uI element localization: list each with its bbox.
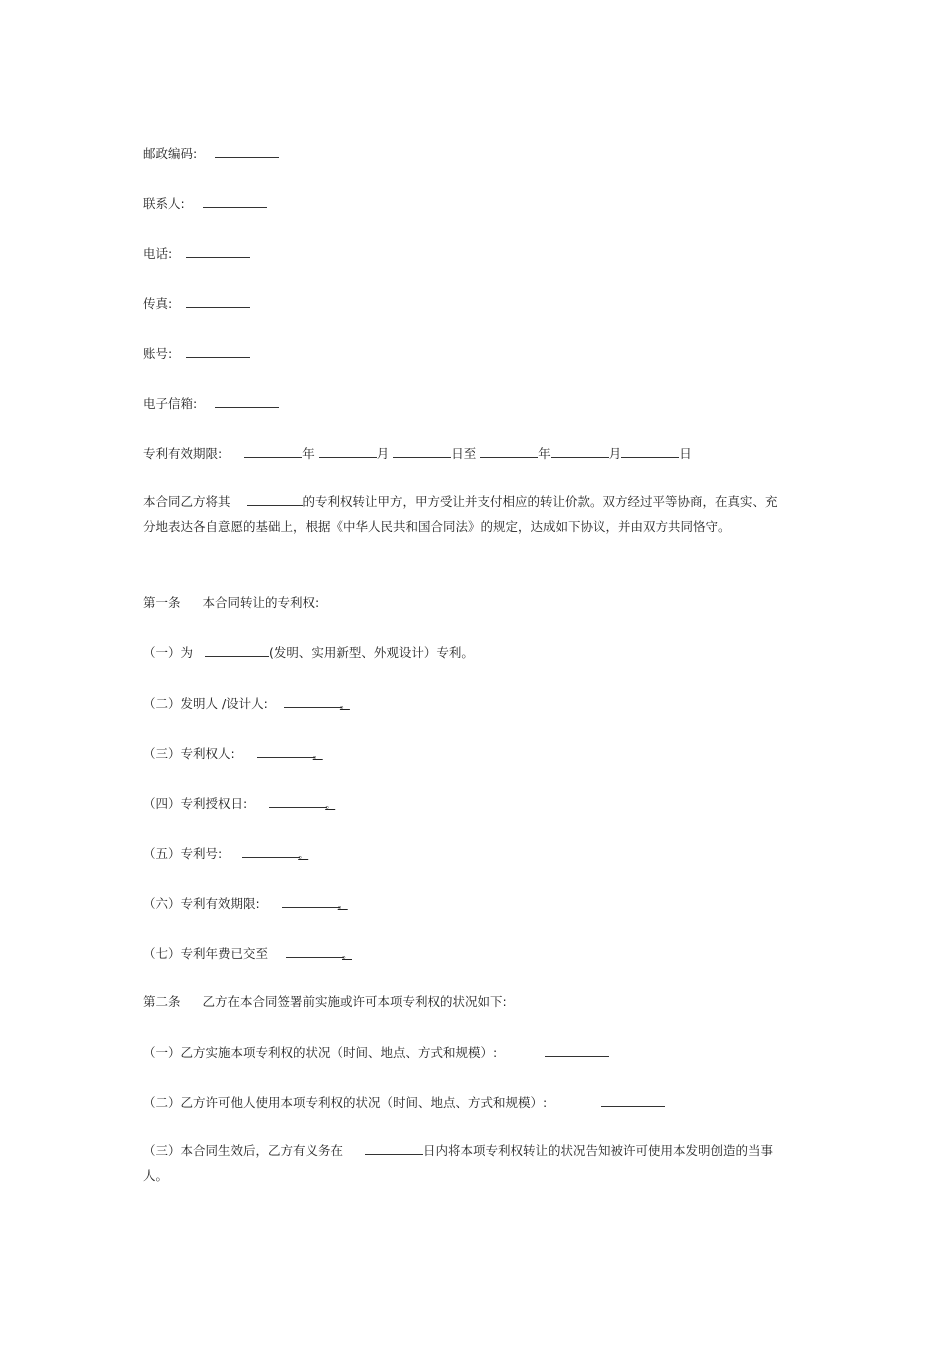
item3-part2: 日内将本项专利权转让的状况告知被许可使用本发明创造的当事人。	[143, 1143, 774, 1183]
item-blank[interactable]	[545, 1044, 609, 1057]
phone-field	[143, 245, 250, 262]
article2-heading	[143, 994, 507, 1010]
item-suffix: 。	[298, 850, 309, 861]
item3-part1: （三）本合同生效后，乙方有义务在	[143, 1143, 344, 1158]
contact-person-field	[143, 195, 267, 212]
item-blank[interactable]	[286, 945, 344, 958]
phone-blank[interactable]	[186, 245, 250, 258]
fax-blank[interactable]	[186, 295, 250, 308]
item-suffix: (发明、实用新型、外观设计）专利。	[269, 645, 474, 660]
day-to-label: 日至	[451, 446, 477, 461]
article2-item-2	[143, 1094, 665, 1111]
fax-label: 传真:	[143, 296, 173, 311]
end-month-blank[interactable]	[551, 445, 609, 458]
postal-code-field	[143, 145, 279, 162]
item3-blank[interactable]	[365, 1142, 423, 1155]
item-blank[interactable]	[269, 795, 327, 808]
item-prefix: （七）专利年费已交至	[143, 946, 269, 961]
item-blank[interactable]	[257, 745, 315, 758]
item-prefix: （六）专利有效期限:	[143, 896, 260, 911]
article2-item-3	[143, 1138, 783, 1188]
validity-line	[143, 445, 692, 462]
phone-label: 电话:	[143, 246, 173, 261]
article2-number: 第二条	[143, 994, 181, 1009]
item-suffix: 。	[342, 950, 352, 961]
contact-person-label: 联系人:	[143, 196, 185, 211]
preamble-paragraph	[143, 489, 783, 539]
item-suffix: 。	[325, 800, 336, 811]
start-month-blank[interactable]	[319, 445, 377, 458]
day-label: 日	[679, 446, 692, 461]
article1-item-6	[143, 895, 348, 914]
item-suffix: 。	[339, 700, 350, 711]
preamble-blank[interactable]	[247, 493, 303, 506]
item-text: （一）乙方实施本项专利权的状况（时间、地点、方式和规模）:	[143, 1045, 498, 1060]
end-year-blank[interactable]	[480, 445, 538, 458]
account-label: 账号:	[143, 346, 173, 361]
contact-person-blank[interactable]	[203, 195, 267, 208]
item-prefix: （五）专利号:	[143, 846, 223, 861]
article1-item-1	[143, 644, 474, 661]
account-field	[143, 345, 250, 362]
postal-code-label: 邮政编码:	[143, 146, 198, 161]
article2-item-1	[143, 1044, 609, 1061]
item-blank[interactable]	[601, 1094, 665, 1107]
postal-code-blank[interactable]	[215, 145, 279, 158]
email-field	[143, 395, 279, 412]
fax-field	[143, 295, 250, 312]
article2-title: 乙方在本合同签署前实施或许可本项专利权的状况如下:	[202, 994, 507, 1009]
item-blank[interactable]	[242, 845, 300, 858]
year-label: 年	[302, 446, 315, 461]
item-suffix: 。	[312, 750, 323, 761]
end-month-label: 月	[608, 446, 622, 461]
start-year-blank[interactable]	[244, 445, 302, 458]
start-day-blank[interactable]	[393, 445, 451, 458]
article1-item-2	[143, 695, 350, 714]
article1-item-3	[143, 745, 323, 764]
article1-number: 第一条	[143, 595, 181, 610]
item-text: （二）乙方许可他人使用本项专利权的状况（时间、地点、方式和规模）:	[143, 1095, 548, 1110]
item-prefix: （二）发明人 /设计人:	[143, 696, 268, 711]
article1-item-5	[143, 845, 308, 864]
item-prefix: （四）专利授权日:	[143, 796, 248, 811]
end-year-label: 年	[538, 446, 551, 461]
email-blank[interactable]	[215, 395, 279, 408]
validity-label: 专利有效期限:	[143, 446, 223, 461]
article1-title: 本合同转让的专利权:	[202, 595, 320, 610]
article1-item-4	[143, 795, 335, 814]
preamble-part2: 的专利权转让甲方，甲方受让并支付相应的转让价款。双方经过平等协商，在真实、充分地表达各自意愿的基础上，根据《中华人民共和国合同法》的规定，达成如下协议，并由双方共同恪守。	[143, 494, 778, 534]
end-day-blank[interactable]	[621, 445, 679, 458]
item-blank[interactable]	[284, 695, 342, 708]
item-prefix: （三）专利权人:	[143, 746, 235, 761]
item-blank[interactable]	[205, 644, 269, 657]
article1-item-7	[143, 945, 352, 964]
item-blank[interactable]	[282, 895, 340, 908]
preamble-part1: 本合同乙方将其	[143, 494, 231, 509]
account-blank[interactable]	[186, 345, 250, 358]
article1-heading	[143, 595, 319, 611]
item-prefix: （一）为	[143, 645, 194, 660]
month-label: 月	[376, 446, 390, 461]
item-suffix: 。	[337, 900, 348, 911]
email-label: 电子信箱:	[143, 396, 198, 411]
